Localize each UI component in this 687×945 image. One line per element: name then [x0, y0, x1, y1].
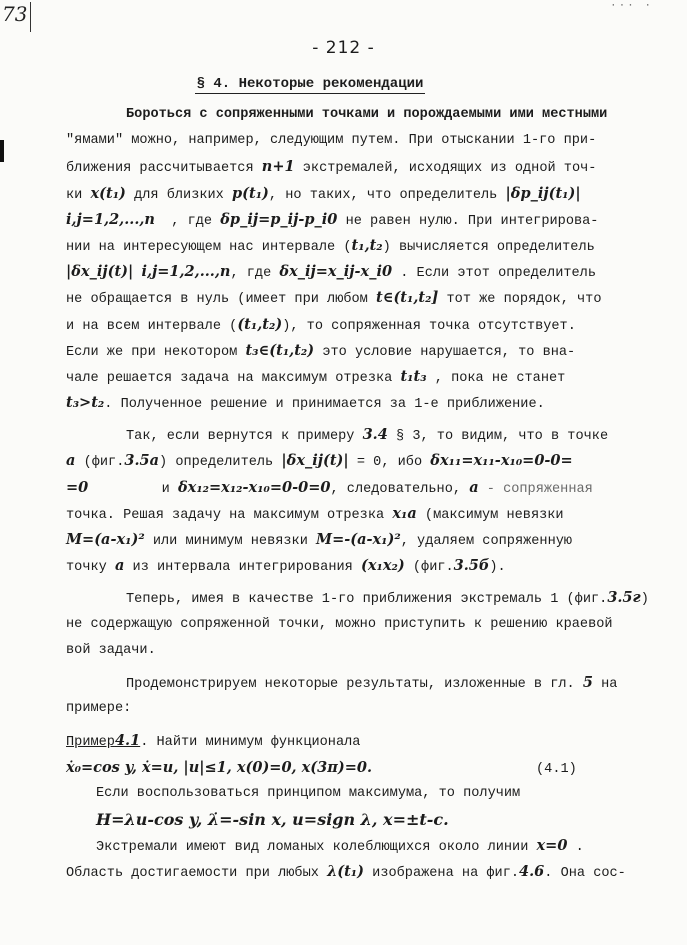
text-line	[66, 181, 636, 207]
text-fragment: чале решается задача на максимум отрезка	[66, 370, 393, 386]
formula: t₃∈(t₁,t₂)	[245, 341, 315, 359]
formula: 3.4	[362, 426, 388, 444]
text-fragment: нии на интересующем нас интервале (	[66, 239, 352, 255]
text-fragment: . Если этот определитель	[400, 266, 597, 282]
text-fragment: для близких	[134, 187, 224, 203]
text-fragment: (фиг.	[412, 560, 454, 576]
page-number: - 212 -	[312, 38, 375, 58]
text-fragment: ) определитель	[159, 455, 274, 471]
formula: a	[114, 557, 125, 575]
text-line	[66, 285, 636, 311]
formula: t₁,t₂	[351, 236, 383, 254]
text-fragment: Продемонстрируем некоторые результаты, изложенные в гл.	[126, 676, 575, 692]
formula: 5	[582, 673, 593, 691]
formula: 4.6	[519, 863, 545, 881]
text-fragment: точка. Решая задачу на максимум отрезка	[66, 507, 385, 523]
text-line: Если воспользоваться принципом максимума, то получим	[96, 785, 521, 801]
formula: t∈(t₁,t₂]	[376, 289, 439, 307]
text-line	[66, 422, 636, 448]
formula: 3.5a	[124, 452, 159, 470]
formula: H=λu-cos y, λ̇=-sin x, u=sign λ, x=±t-c.	[96, 809, 449, 829]
text-line	[66, 670, 636, 696]
text-line: Бороться с сопряженными точками и порождаемыми ими местными	[126, 107, 608, 122]
text-line	[66, 755, 636, 781]
text-fragment: )	[640, 592, 649, 608]
formula: 4.1	[114, 732, 141, 750]
text-line	[66, 207, 636, 233]
text-fragment: Так, если вернутся к примеру	[126, 429, 355, 445]
formula: a	[66, 452, 76, 470]
text-fragment: ), то сопряженная точка отсутствует.	[282, 318, 576, 334]
text-fragment: . Она сос-	[544, 866, 626, 882]
formula: a	[469, 478, 479, 496]
formula: ẋ₀=cos y, ẋ=u, |u|≤1, x(0)=0, x(3π)=0.	[66, 758, 372, 776]
text-fragment: .	[575, 840, 584, 856]
text-line	[66, 501, 636, 527]
section-heading	[0, 76, 620, 92]
text-fragment: на	[601, 676, 618, 692]
text-line	[66, 364, 636, 390]
text-line	[66, 807, 636, 833]
text-line	[66, 585, 649, 611]
text-fragment: ближения рассчитывается	[66, 161, 254, 177]
body-text	[66, 102, 649, 885]
text-fragment: или минимум невязки	[152, 534, 308, 549]
archive-number: 73	[2, 2, 28, 26]
text-fragment: это условие нарушается, то вна-	[322, 344, 576, 360]
text-fragment: из интервала интегрирования	[132, 560, 353, 576]
text-fragment: ).	[489, 560, 506, 576]
formula: δx_ij=x_ij-x_i0	[279, 263, 393, 281]
formula: t₃>t₂	[66, 394, 105, 412]
formula: i,j=1,2,...,n	[66, 210, 155, 228]
text-fragment: и на всем интервале (	[66, 318, 238, 334]
formula: t₁t₃	[400, 367, 427, 385]
text-fragment: экстремалей, исходящих из одной точ-	[302, 161, 597, 177]
formula: 3.5б	[453, 557, 490, 575]
formula: i,j=1,2,...,n	[141, 263, 231, 281]
margin-mark	[0, 140, 4, 162]
text-fragment: не обращается в нуль (имеет при любом	[66, 292, 368, 308]
text-fragment: ) вычисляется определитель	[382, 239, 595, 255]
section-title: § 4. Некоторые рекомендации	[196, 76, 424, 92]
formula: (t₁,t₂)	[237, 315, 283, 333]
formula: δx₁₂=x₁₂-x₁₀=0-0=0	[178, 478, 331, 496]
formula: δx₁₁=x₁₁-x₁₀=0-0=	[430, 452, 573, 470]
equation-number: (4.1)	[536, 761, 577, 777]
formula: x=0	[536, 837, 568, 855]
text-line	[66, 312, 636, 338]
text-fragment: Область достигаемости при любых	[66, 866, 319, 882]
text-line	[66, 390, 636, 416]
formula: =0	[66, 478, 89, 496]
formula: x₁a	[392, 504, 417, 522]
text-line	[66, 475, 636, 501]
formula: n+1	[261, 158, 295, 176]
formula: M=(a-x₁)²	[66, 531, 145, 548]
text-line: не содержащую сопряженной точки, можно приступить к решению краевой	[66, 616, 613, 632]
text-fragment: не равен нулю. При интегрирова-	[345, 213, 599, 229]
text-fragment: . Найти минимум функционала	[140, 735, 361, 751]
text-fragment: точку	[66, 560, 107, 576]
formula: δp_ij=p_ij-p_i0	[220, 210, 338, 228]
text-line	[66, 553, 636, 579]
text-fragment: = 0, ибо	[356, 455, 423, 471]
formula: p(t₁)	[232, 184, 269, 202]
formula: |δx_ij(t)|	[66, 263, 134, 281]
text-fragment: изображена на фиг.	[372, 866, 520, 882]
text-line	[66, 233, 636, 259]
formula: (x₁x₂)	[360, 557, 405, 575]
text-fragment: , где	[171, 213, 213, 229]
formula: M=-(a-x₁)²	[316, 531, 401, 548]
text-line	[66, 728, 636, 754]
text-line	[66, 259, 636, 285]
formula: x(t₁)	[90, 184, 126, 202]
text-line: примере:	[66, 701, 132, 717]
top-edge-mark: ∙∙∙ ∙	[609, 0, 653, 12]
text-fragment: , удаляем сопряженную	[400, 534, 573, 549]
text-fragment: тот же порядок, что	[446, 292, 602, 308]
text-line: вой задачи.	[66, 642, 156, 658]
text-fragment: , следовательно,	[330, 481, 462, 497]
text-fragment: Экстремали имеют вид ломаных колеблющихся около линии	[96, 840, 529, 856]
text-fragment: (фиг.	[83, 455, 125, 471]
text-line	[66, 154, 636, 180]
formula: λ(t₁)	[327, 863, 364, 881]
text-fragment: . Полученное решение и принимается за 1-е приближение.	[104, 397, 545, 413]
text-fragment: Теперь, имея в качестве 1-го приближения экстремаль 1 (фиг.	[126, 592, 608, 608]
text-fragment: ки	[66, 187, 83, 203]
text-fragment: и	[161, 481, 170, 497]
formula: |δx_ij(t)|	[281, 452, 349, 470]
formula: 3.5г	[607, 589, 641, 607]
text-fragment: , но таких, что определитель	[268, 187, 498, 203]
example-label: Пример	[66, 735, 115, 751]
text-fragment: (максимум невязки	[424, 507, 564, 523]
formula: |δp_ij(t₁)|	[505, 184, 581, 202]
text-line: "ямами" можно, например, следующим путем. При отыскании 1-го при-	[66, 133, 597, 149]
text-fragment: § 3, то видим, что в точке	[396, 429, 609, 445]
text-fragment: Если же при некотором	[66, 344, 238, 360]
text-fragment: , где	[230, 266, 272, 282]
text-line	[66, 833, 636, 859]
text-fragment: , пока не станет	[434, 370, 566, 386]
text-line	[66, 859, 636, 885]
text-fragment: - сопряженная	[486, 481, 593, 497]
text-line	[66, 448, 636, 474]
text-line	[66, 527, 636, 553]
text-line	[66, 338, 636, 364]
